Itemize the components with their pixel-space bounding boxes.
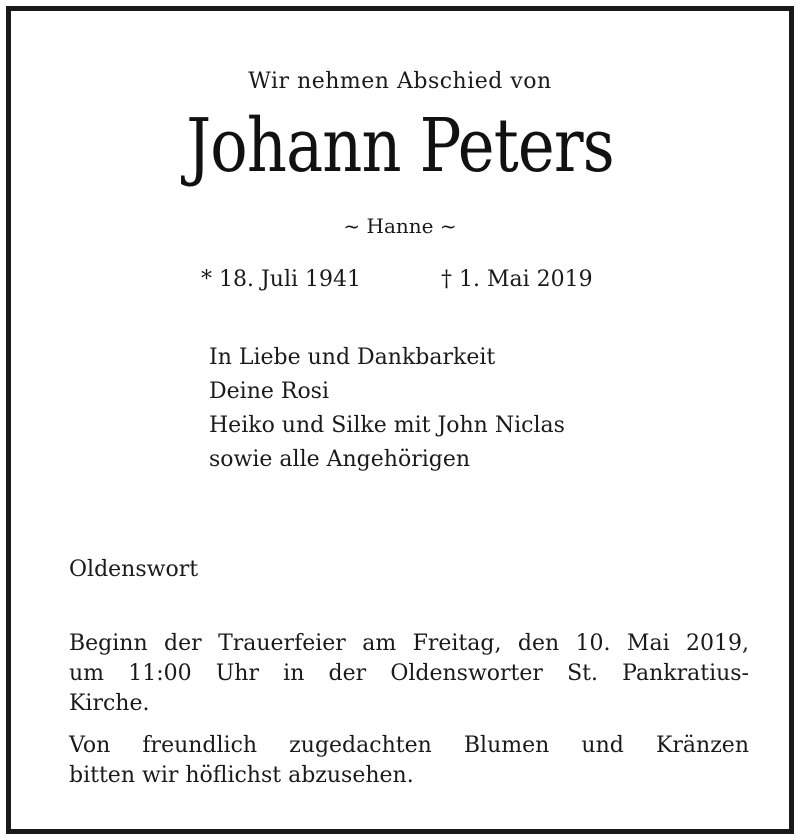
flowers-text-line: bitten wir höflichst abzusehen. <box>69 763 414 788</box>
mourners-list <box>209 341 565 477</box>
mourner-line: sowie alle Angehörigen <box>209 447 471 472</box>
nickname: ~ Hanne ~ <box>343 214 457 238</box>
mourner-line: Deine Rosi <box>209 379 330 404</box>
deceased-name: Johann Peters <box>186 103 614 189</box>
flowers-text-line: Von freundlich zugedachten Blumen und Kränzen <box>69 733 749 758</box>
mourner-line: Heiko und Silke mit John Niclas <box>209 413 565 438</box>
obituary-frame <box>6 6 794 834</box>
birth-date: * 18. Juli 1941 <box>201 267 362 292</box>
place-name: Oldenswort <box>69 557 199 582</box>
service-text-line: um 11:00 Uhr in der Oldensworter St. Pankratius- <box>69 661 749 686</box>
intro-line: Wir nehmen Abschied von <box>248 69 552 94</box>
service-text-line: Beginn der Trauerfeier am Freitag, den 10. Mai 2019, <box>69 631 749 656</box>
mourner-line: In Liebe und Dankbarkeit <box>209 345 496 370</box>
service-text-line: Kirche. <box>69 691 150 716</box>
death-date: † 1. Mai 2019 <box>441 267 593 292</box>
